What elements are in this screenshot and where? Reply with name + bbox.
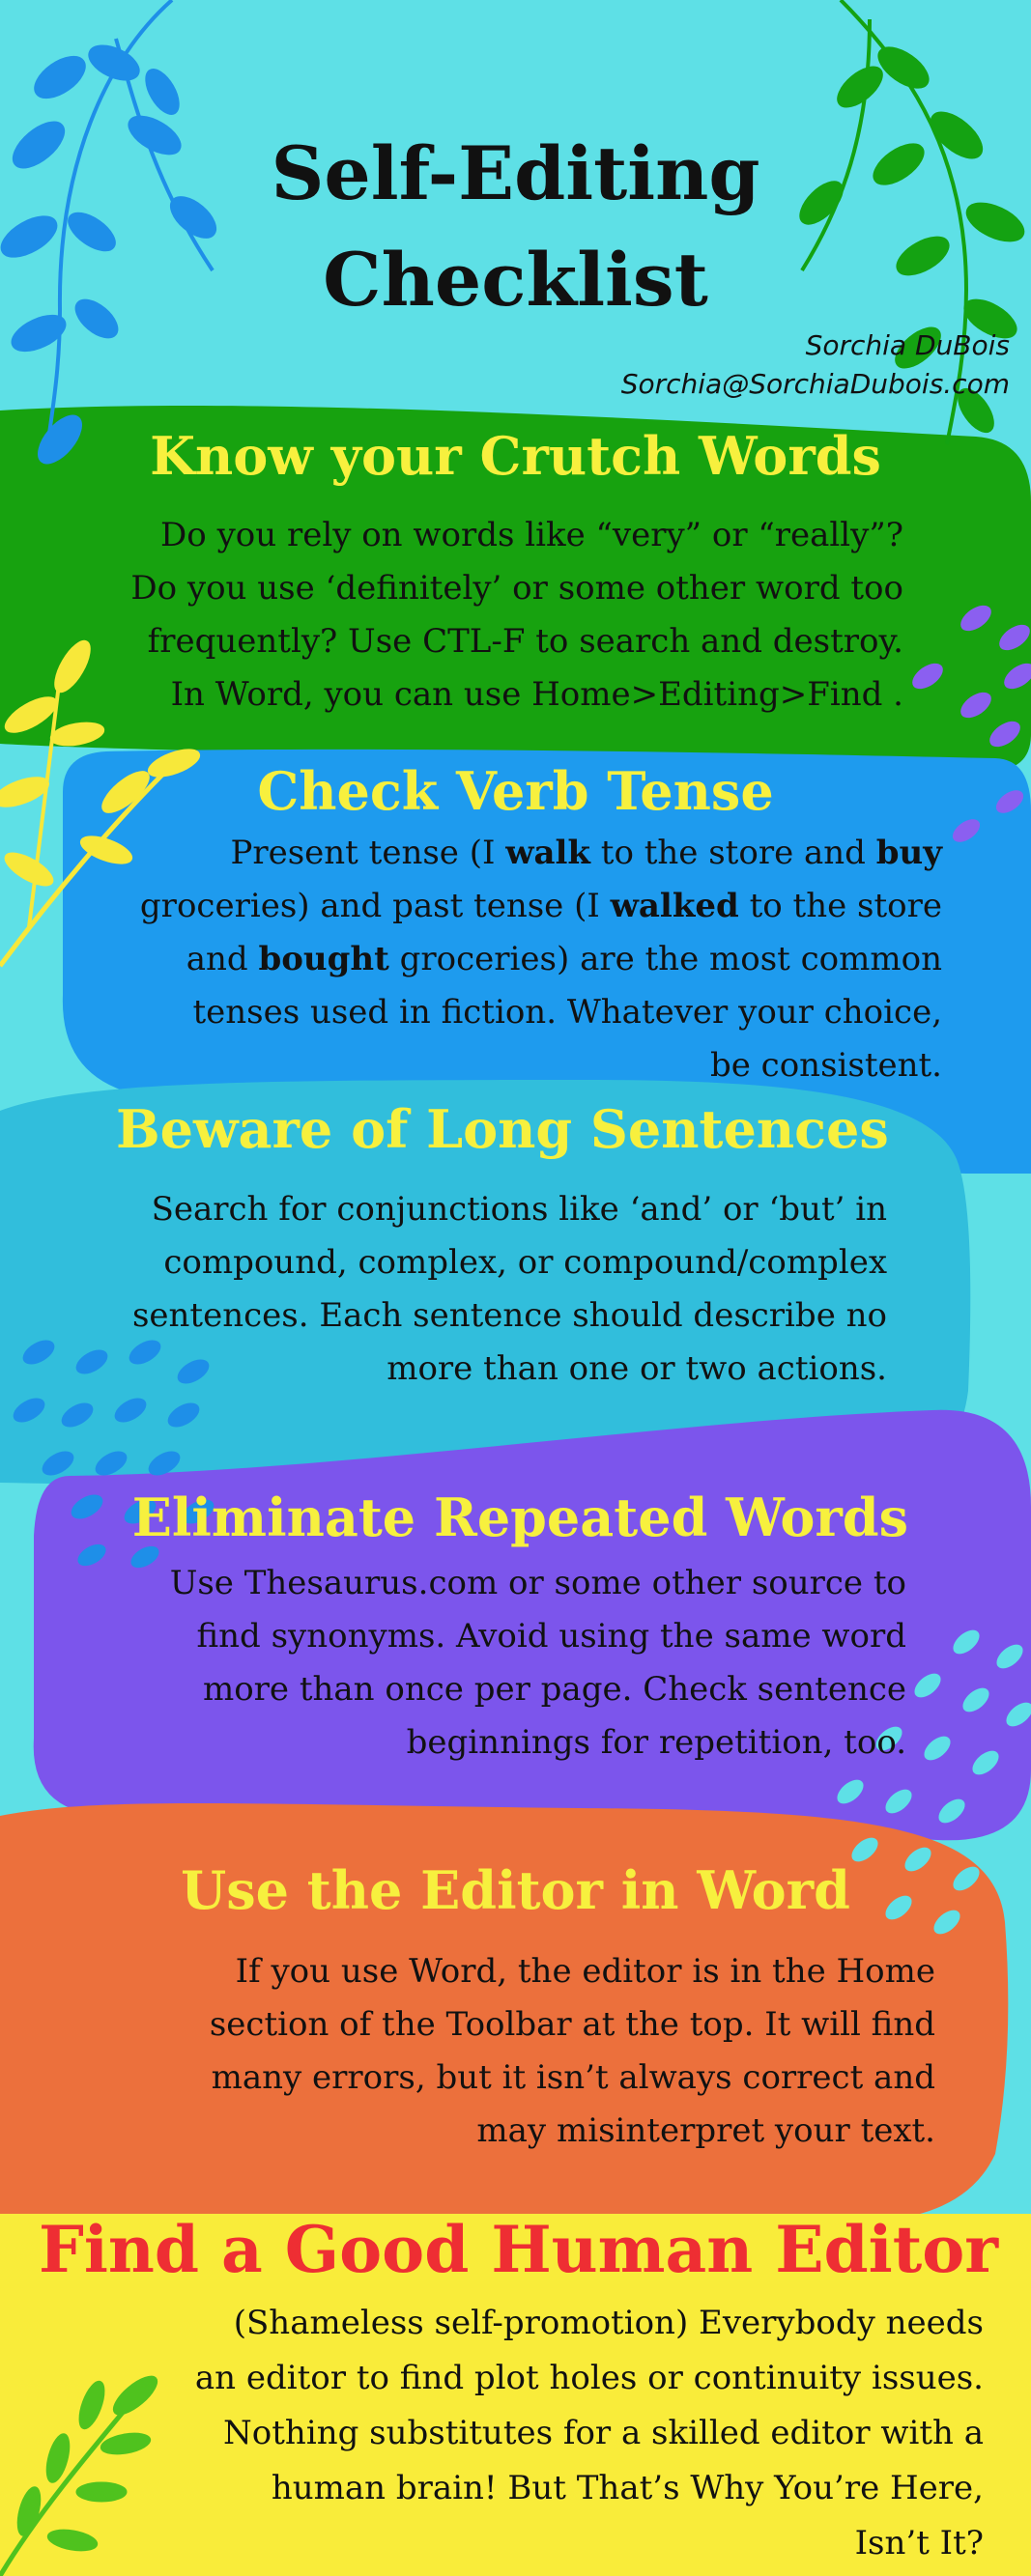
body-line: Use Thesaurus.com or some other source to xyxy=(169,1564,906,1602)
body-line: may misinterpret your text. xyxy=(476,2111,935,2150)
body-line: Nothing substitutes for a skilled editor with a xyxy=(223,2414,984,2452)
body-line: compound, complex, or compound/complex xyxy=(163,1243,887,1282)
body-line: human brain! But That’s Why You’re Here, xyxy=(271,2469,984,2507)
body-line: (Shameless self-promotion) Everybody needs xyxy=(233,2304,984,2342)
section-body-long-sentences xyxy=(39,1183,887,1396)
section-body-repeated-words xyxy=(39,1557,906,1769)
section-heading-crutch-words: Know your Crutch Words xyxy=(150,425,881,487)
author-name: Sorchia DuBois xyxy=(805,329,1010,361)
body-line: and bought groceries) are the most common xyxy=(186,940,942,978)
body-line: Do you rely on words like “very” or “really”? xyxy=(160,516,903,554)
section-heading-verb-tense: Check Verb Tense xyxy=(257,760,774,822)
page-title-line-1: Self-Editing xyxy=(271,130,760,216)
section-heading-human-editor: Find a Good Human Editor xyxy=(39,2212,999,2287)
body-line: an editor to find plot holes or continuity issues. xyxy=(194,2359,984,2397)
body-line: beginnings for repetition, too. xyxy=(406,1723,906,1762)
body-line: If you use Word, the editor is in the Home xyxy=(235,1952,935,1991)
page-title-line-2: Checklist xyxy=(323,237,708,323)
section-body-human-editor xyxy=(39,2296,984,2571)
body-line: Present tense (I walk to the store and buy xyxy=(230,834,942,872)
section-heading-editor-in-word: Use the Editor in Word xyxy=(181,1859,850,1921)
body-line: Isn’t It? xyxy=(854,2524,984,2562)
body-line: be consistent. xyxy=(709,1046,942,1085)
body-line: more than once per page. Check sentence xyxy=(202,1670,906,1709)
body-line: In Word, you can use Home>Editing>Find . xyxy=(170,675,903,714)
body-line: Search for conjunctions like ‘and’ or ‘but’ in xyxy=(151,1190,887,1229)
body-line: sentences. Each sentence should describe no xyxy=(131,1296,887,1335)
body-line: more than one or two actions. xyxy=(387,1349,887,1388)
body-line: tenses used in fiction. Whatever your choice, xyxy=(192,993,942,1032)
author-email: Sorchia@SorchiaDubois.com xyxy=(620,368,1010,400)
section-heading-repeated-words: Eliminate Repeated Words xyxy=(131,1486,908,1548)
body-line: groceries) and past tense (I walked to the store xyxy=(139,887,942,925)
section-body-verb-tense xyxy=(77,827,942,1092)
section-body-crutch-words xyxy=(39,509,903,722)
section-heading-long-sentences: Beware of Long Sentences xyxy=(116,1098,889,1160)
body-line: frequently? Use CTL-F to search and destroy. xyxy=(147,622,903,661)
section-body-editor-in-word xyxy=(39,1945,935,2158)
body-line: section of the Toolbar at the top. It will find xyxy=(209,2005,935,2044)
body-line: many errors, but it isn’t always correct and xyxy=(211,2058,935,2097)
body-line: find synonyms. Avoid using the same word xyxy=(196,1617,906,1656)
body-line: Do you use ‘definitely’ or some other word too xyxy=(130,569,903,608)
